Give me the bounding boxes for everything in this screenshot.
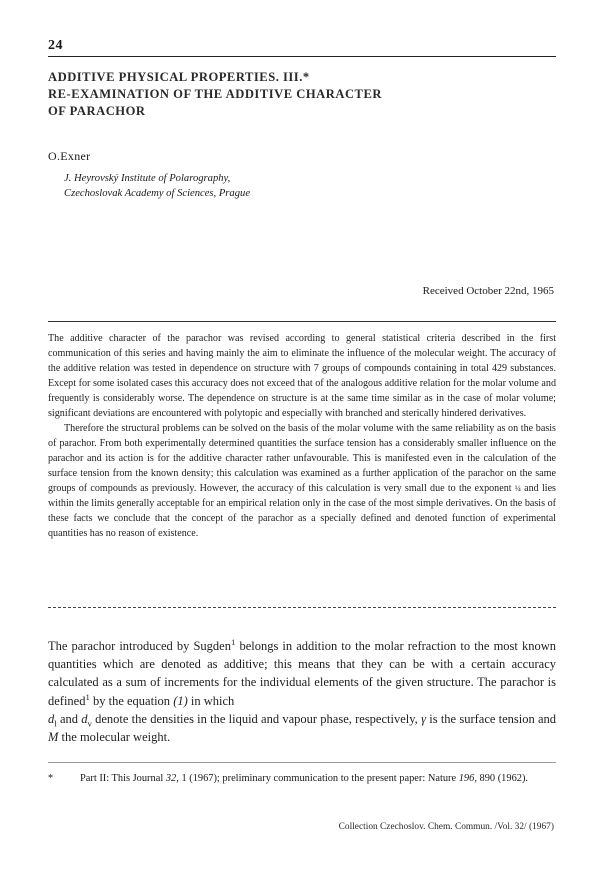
subscript-l: l [54, 718, 57, 729]
abstract-top-rule [48, 321, 556, 322]
affiliation [64, 171, 250, 201]
article-title [48, 69, 556, 120]
reference-mark: 1 [85, 691, 90, 702]
abstract-paragraph-1: The additive character of the parachor was revised according to general statistical criteria described in the first communication of this series and having mainly the aim to eliminate the influence of the molecular weight. The accuracy of the additive relation was tested in dependence on structure with 7 groups of compounds containing in total 429 substances. Except for some isolated cases this accuracy does not exceed that of the analogous additive relation for the molar volume and frequently is considerably worse. The dependence on structure is at the same time similar as in the case of molar volume; significant deviations are encountered with polytopic and especially with branched and sterically hindered derivatives. [48, 333, 556, 419]
symbol-d: d [81, 711, 88, 726]
abstract-text: Therefore the structural problems can be solved on the basis of the molar volume with the same reliability as on the basis of parachor. From both experimentally determined quantities the surface tension has a considerably smaller influence on the parachor and its action is for the additive character rather unfavourable. This is manifested even in the calculation of the surface tension from the known density; this calculation was examined as a further application of the parachor on the same groups of compounds as previously. However, the accuracy of this calculation is very small due to the exponent [48, 423, 556, 494]
body-text-run: The parachor introduced by Sugden [48, 639, 231, 653]
affiliation-line-2: Czechoslovak Academy of Sciences, Prague [64, 188, 251, 199]
subscript-v: v [87, 718, 92, 729]
symbol-gamma: γ [421, 711, 426, 726]
received-date: Received October 22nd, 1965 [422, 285, 554, 297]
footnote-volume: 32, [165, 773, 179, 784]
header-rule [48, 56, 556, 57]
body-text-run: belongs in addition to the molar refraction to the most known quantities which are denoted as additive; this means that they can be with a certain accuracy calculated as a sum of increments for the individual elements of the given structure. The parachor is defined [48, 639, 557, 708]
body-text-run: denote the densities in the liquid and vapour phase, respectively, [95, 711, 418, 726]
body-text-run: and [59, 711, 78, 726]
title-line-2: RE-EXAMINATION OF THE ADDITIVE CHARACTER [48, 87, 382, 101]
body-paragraph [48, 637, 556, 746]
body-text-run: by the equation [92, 693, 171, 708]
author-name: O.Exner [48, 149, 91, 163]
abstract-bottom-rule [48, 607, 556, 608]
symbol-d: d [48, 711, 55, 726]
footnote-mark: * [48, 773, 54, 784]
footnote-volume: 196, [458, 773, 477, 784]
footnote-text: 890 (1962). [479, 773, 529, 784]
body-text [48, 637, 556, 746]
footnote [48, 771, 556, 787]
title-line-3: OF PARACHOR [48, 104, 146, 118]
exponent-fraction: ¼ [514, 484, 521, 493]
title-line-1: ADDITIVE PHYSICAL PROPERTIES. III.* [48, 70, 310, 84]
footnote-rule [48, 762, 556, 763]
body-text-run: in which [190, 693, 235, 708]
footnote-text: Part II: This Journal [80, 773, 164, 784]
page-number: 24 [48, 38, 63, 53]
running-footer: Collection Czechoslov. Chem. Commun. /Vol. 32/ (1967) [338, 822, 554, 832]
abstract-text: and lies within the limits generally acceptable for an empirical relation only in the case of the most simple derivatives. On the basis of these facts we conclude that the concept of the parachor as a specially defined and denoted function of experimental quantities has no reason of existence. [48, 483, 556, 539]
affiliation-line-1: J. Heyrovský Institute of Polarography, [64, 173, 231, 184]
reference-mark: 1 [230, 636, 236, 647]
abstract [48, 331, 556, 541]
equation-number: (1) [173, 693, 188, 708]
abstract-paragraph-2 [48, 421, 556, 541]
body-text-run: the molecular weight. [61, 730, 171, 745]
footnote-text: 1 (1967); preliminary communication to the present paper: Nature [181, 773, 457, 784]
symbol-m: M [48, 730, 59, 745]
body-text-run: is the surface tension and [429, 711, 557, 726]
